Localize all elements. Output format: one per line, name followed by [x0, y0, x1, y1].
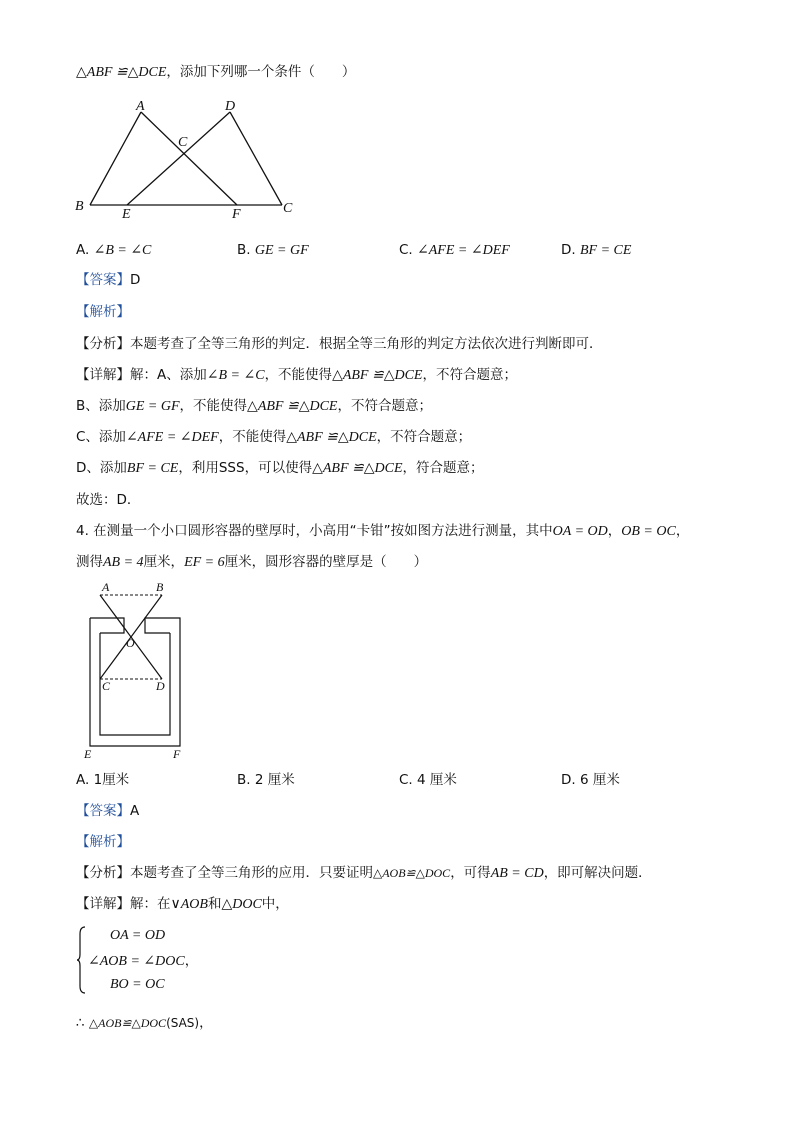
- q3-option-c[interactable]: C. ∠AFE = ∠DEF: [399, 242, 510, 258]
- label-c: C: [102, 679, 111, 693]
- line-de: [127, 112, 230, 205]
- q4-stem-line1: 4. 在测量一个小口圆形容器的壁厚时，小高用“卡钳”按如图方法进行测量，其中OA = OD，OB = OC，: [76, 523, 690, 539]
- label-f: F: [173, 747, 181, 761]
- label-a: A: [136, 99, 145, 114]
- q3-analysis-heading: 【解析】: [76, 304, 130, 320]
- label-a: A: [102, 580, 110, 594]
- q3-detail-b: B、添加GE = GF，不能使得△ABF ≌△DCE，不符合题意；: [76, 398, 432, 414]
- q3-detail-c: C、添加∠AFE = ∠DEF，不能使得△ABF ≌△DCE，不符合题意；: [76, 429, 472, 445]
- label-d: D: [156, 679, 165, 693]
- label-c: C: [283, 201, 293, 216]
- q4-option-c[interactable]: C. 4 厘米: [399, 772, 457, 788]
- q3-stem: [76, 62, 355, 83]
- q4-detail: 【详解】解：在∨AOB和△DOC中，: [76, 896, 289, 912]
- q3-detail-a: 【详解】解：A、添加∠B = ∠C，不能使得△ABF ≌△DCE，不符合题意；: [76, 367, 517, 383]
- q3-option-a[interactable]: A. ∠B = ∠C: [76, 242, 152, 258]
- label-o: O: [126, 636, 135, 650]
- q3-option-d[interactable]: D. BF = CE: [561, 242, 632, 258]
- label-c-mid: C: [178, 135, 188, 150]
- q4-option-a[interactable]: A. 1厘米: [76, 772, 130, 788]
- label-b: B: [156, 580, 164, 594]
- line-dc: [230, 112, 282, 205]
- line-af: [141, 112, 237, 205]
- q3-answer: 【答案】D: [76, 272, 141, 288]
- q4-option-d[interactable]: D. 6 厘米: [561, 772, 620, 788]
- q3-detail-d: D、添加BF = CE，利用SSS，可以使得△ABF ≌△DCE，符合题意；: [76, 460, 484, 476]
- system-eq-2: ∠AOB = ∠DOC，: [88, 953, 199, 969]
- system-brace: [76, 926, 86, 994]
- label-e: E: [84, 747, 92, 761]
- q4-option-b[interactable]: B. 2 厘米: [237, 772, 295, 788]
- q4-analysis-heading: 【解析】: [76, 834, 130, 850]
- q3-fenxi: 【分析】本题考查了全等三角形的判定．根据全等三角形的判定方法依次进行判断即可．: [76, 336, 603, 352]
- q4-fenxi: 【分析】本题考查了全等三角形的应用．只要证明△AOB≌△DOC，可得AB = CD，即可解决问题．: [76, 865, 652, 881]
- system-eq-3: BO = OC: [110, 977, 165, 992]
- q3-triangle-figure: [70, 94, 310, 224]
- q4-therefore: ∴ △AOB≌△DOC(SAS)，: [76, 1015, 213, 1031]
- label-f: F: [232, 207, 241, 222]
- q3-stem-expr: △ABF ≌△DCE: [76, 65, 167, 80]
- line-ba: [90, 112, 141, 205]
- q4-answer: 【答案】A: [76, 803, 140, 819]
- system-eq-1: OA = OD: [110, 928, 166, 943]
- q4-stem-line2: 测得AB = 4厘米，EF = 6厘米，圆形容器的壁厚是（ ）: [76, 554, 428, 570]
- label-b: B: [75, 199, 84, 214]
- label-e: E: [122, 207, 131, 222]
- label-d: D: [225, 99, 236, 114]
- q3-option-b[interactable]: B. GE = GF: [237, 242, 309, 258]
- q4-caliper-figure: [78, 578, 198, 763]
- q3-conclusion: 故选：D．: [76, 492, 141, 508]
- q3-stem-text: ，添加下列哪一个条件（ ）: [166, 64, 356, 80]
